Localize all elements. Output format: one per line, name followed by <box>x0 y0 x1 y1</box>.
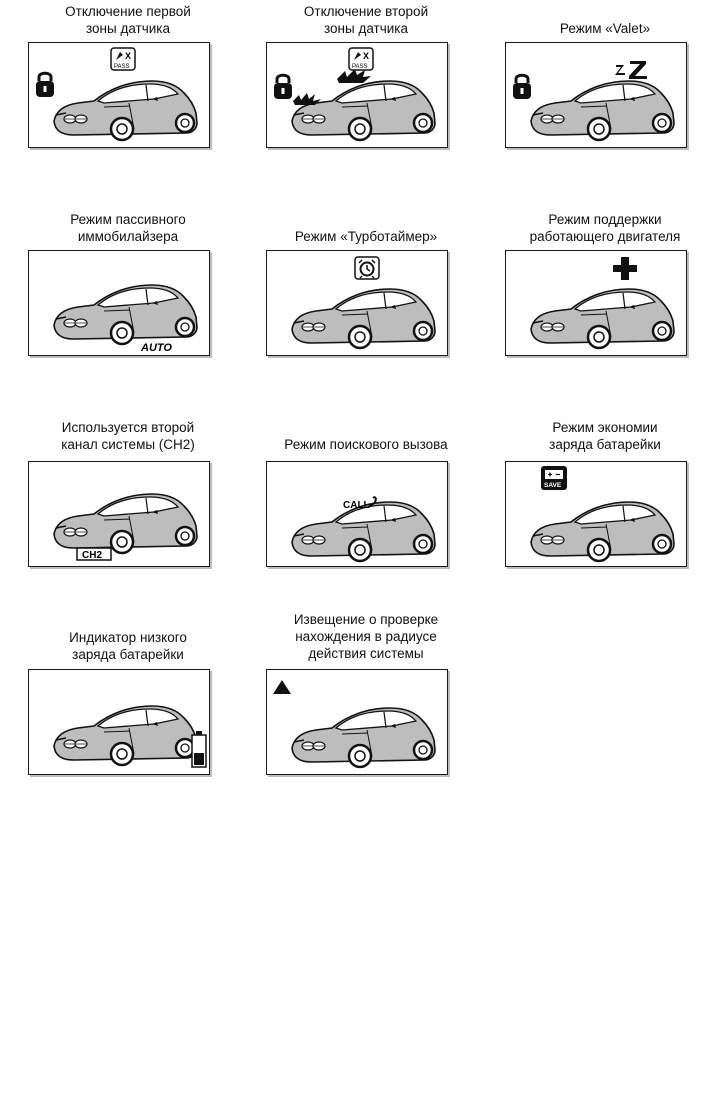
battery-low-icon <box>192 731 206 767</box>
svg-text:CH2: CH2 <box>82 550 103 561</box>
svg-text:PASS: PASS <box>352 64 368 70</box>
svg-text:PASS: PASS <box>114 64 130 70</box>
car-icon <box>292 708 435 767</box>
car-icon <box>54 81 197 140</box>
svg-text:X: X <box>363 51 370 61</box>
svg-text:SAVE: SAVE <box>544 482 562 489</box>
pass-cancel-icon <box>349 48 373 70</box>
lcd-screen <box>28 42 210 148</box>
car-icon <box>54 706 197 765</box>
car-icon <box>54 285 197 344</box>
panel-caption: Извещение о проверке нахождения в радиусе действия системы <box>293 612 439 661</box>
panel-caption: Режим «Valet» <box>559 21 651 36</box>
car-icon <box>531 289 674 348</box>
battery-save-icon <box>541 466 567 490</box>
plus-icon <box>613 257 637 280</box>
panel-caption: Режим пассивного иммобилайзера <box>70 212 186 244</box>
svg-text:CALL: CALL <box>343 500 370 511</box>
ch2-label-icon <box>77 548 111 561</box>
car-icon <box>54 494 197 553</box>
panel-caption: Отключение второй зоны датчика <box>303 4 429 36</box>
panel-caption: Режим «Турботаймер» <box>294 229 438 244</box>
lcd-screen <box>505 461 687 567</box>
lock-icon <box>513 75 531 99</box>
car-icon <box>292 81 435 140</box>
pass-cancel-icon <box>111 48 135 70</box>
panel-caption: Режим экономии заряда батарейки <box>549 420 661 452</box>
car-icon <box>292 289 435 348</box>
panel-caption: Индикатор низкого заряда батарейки <box>69 630 187 662</box>
panel-caption: Режим поддержки работающего двигателя <box>529 212 681 244</box>
panel-caption: Отключение первой зоны датчика <box>65 4 191 36</box>
auto-label-icon: AUTO <box>141 342 172 354</box>
lcd-screen <box>266 250 448 356</box>
lcd-screen <box>266 461 448 567</box>
lcd-screen <box>266 669 448 775</box>
car-icon <box>531 81 674 140</box>
lcd-screen <box>505 250 687 356</box>
lcd-screen <box>28 461 210 567</box>
sleep-zz-icon <box>615 61 647 79</box>
lcd-screen <box>28 250 210 356</box>
lcd-screen <box>266 42 448 148</box>
triangle-icon <box>273 680 291 694</box>
lock-icon <box>36 73 54 97</box>
panel-caption: Используется второй канал системы (CH2) <box>61 420 195 452</box>
lock-icon <box>274 75 292 99</box>
lcd-screen <box>28 669 210 775</box>
svg-text:X: X <box>125 51 132 61</box>
lcd-screen <box>505 42 687 148</box>
alarm-clock-icon <box>355 257 379 279</box>
car-icon <box>531 502 674 561</box>
panel-caption: Режим поискового вызова <box>284 437 448 452</box>
